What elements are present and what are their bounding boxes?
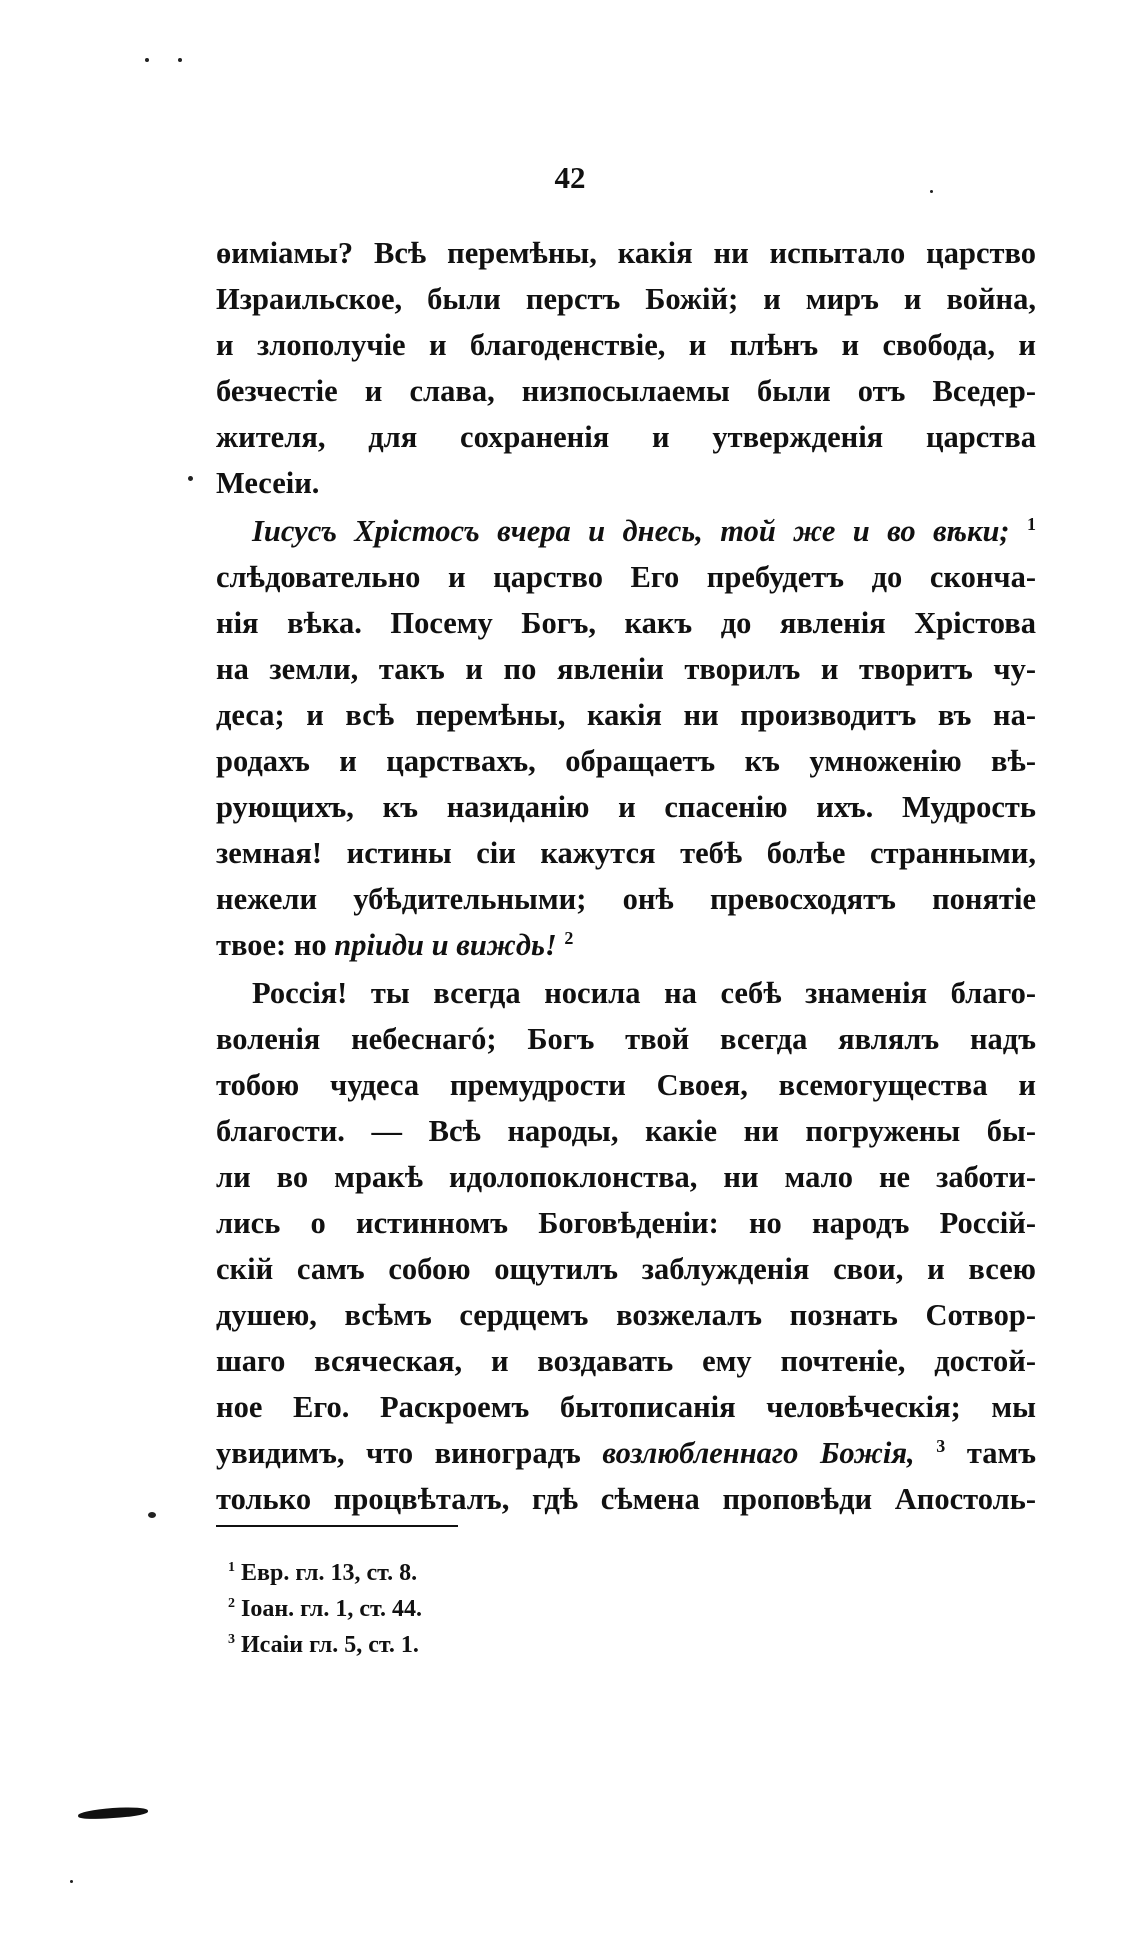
footnote-separator: [216, 1525, 458, 1527]
text-line: тобою чудеса премудрости Своея, всемогущества и: [216, 1068, 1036, 1102]
scripture-quote: возлюбленнаго Божія,: [602, 1436, 915, 1470]
paragraph-1: [216, 230, 1036, 506]
text-line: өиміамы? Всѣ перемѣны, какія ни испытало царство: [216, 236, 1036, 270]
text-line: ное Его. Раскроемъ бытописанія человѣческія; мы: [216, 1390, 1036, 1424]
text-line: жителя, для сохраненія и утвержденія царства: [216, 420, 1036, 454]
footnote-ref: 3: [936, 1435, 946, 1456]
text-line: [216, 922, 1036, 968]
text-line: нія вѣка. Посему Богъ, какъ до явленія Хрістова: [216, 606, 1036, 640]
text-fragment: тамъ: [966, 1436, 1037, 1470]
footnote-mark: 1: [228, 1560, 235, 1575]
text-line: родахъ и царствахъ, обращаетъ къ умноженію вѣ-: [216, 744, 1036, 778]
text-line: Месеіи.: [216, 466, 320, 500]
ink-speck: [188, 476, 193, 481]
ink-smudge: [78, 1806, 149, 1821]
scripture-quote: Іисусъ Хрістосъ вчера и днесь, той же и во вѣки;: [252, 514, 1010, 548]
text-line: [216, 1430, 1036, 1476]
ink-speck: [145, 58, 149, 62]
ink-speck: [70, 1880, 73, 1883]
footnotes: [228, 1555, 422, 1663]
footnote: [228, 1555, 422, 1591]
footnote-mark: 2: [228, 1596, 235, 1611]
text-line: деса; и всѣ перемѣны, какія ни производитъ въ на-: [216, 698, 1036, 732]
paragraph-3: [216, 970, 1036, 1522]
footnote-text: Исаіи гл. 5, ст. 1.: [241, 1632, 419, 1658]
ink-speck: [178, 58, 182, 62]
footnote: [228, 1627, 422, 1663]
footnote-ref: 2: [564, 927, 574, 948]
text-line: ли во мракѣ идолопоклонства, ни мало не заботи-: [216, 1160, 1036, 1194]
text-fragment: твое: но: [216, 928, 327, 962]
text-line: шаго всяческая, и воздавать ему почтеніе, достой-: [216, 1344, 1036, 1378]
footnote-text: Іоан. гл. 1, ст. 44.: [241, 1596, 422, 1622]
text-line: [216, 508, 1036, 554]
text-fragment: увидимъ, что виноградъ: [216, 1436, 581, 1470]
text-line: Израильское, были перстъ Божій; и миръ и война,: [216, 282, 1036, 316]
ink-speck: [148, 1512, 156, 1518]
text-line: на земли, такъ и по явленіи творилъ и творитъ чу-: [216, 652, 1036, 686]
text-line: рующихъ, къ назиданію и спасенію ихъ. Мудрость: [216, 790, 1036, 824]
footnote-ref: 1: [1027, 513, 1037, 534]
scripture-quote: пріиди и виждь!: [334, 928, 557, 962]
text-line: безчестіе и слава, низпосылаемы были отъ Вседер-: [216, 374, 1036, 408]
paragraph-2: [216, 508, 1036, 968]
ink-speck: [930, 190, 933, 193]
text-line: слѣдовательно и царство Его пребудетъ до сконча-: [216, 560, 1036, 594]
text-line: нежели убѣдительными; онѣ превосходятъ понятіе: [216, 882, 1036, 916]
footnote: [228, 1591, 422, 1627]
text-line: земная! истины сіи кажутся тебѣ болѣе странными,: [216, 836, 1036, 870]
text-line: и злополучіе и благоденствіе, и плѣнъ и свобода, и: [216, 328, 1036, 362]
text-line: скій самъ собою ощутилъ заблужденія свои, и всею: [216, 1252, 1036, 1286]
text-line: лись о истинномъ Боговѣденіи: но народъ Россій-: [216, 1206, 1036, 1240]
text-line: Россія! ты всегда носила на себѣ знаменія благо-: [252, 976, 1036, 1010]
text-line: благости. — Всѣ народы, какіе ни погружены бы-: [216, 1114, 1036, 1148]
text-line: воленія небеснагó; Богъ твой всегда являлъ надъ: [216, 1022, 1036, 1056]
text-line: только процвѣталъ, гдѣ сѣмена проповѣди Апостоль-: [216, 1482, 1036, 1516]
text-line: душею, всѣмъ сердцемъ возжелалъ познать Сотвор-: [216, 1298, 1036, 1332]
footnote-text: Евр. гл. 13, ст. 8.: [241, 1560, 418, 1586]
page-number: 42: [554, 160, 586, 195]
footnote-mark: 3: [228, 1632, 235, 1647]
